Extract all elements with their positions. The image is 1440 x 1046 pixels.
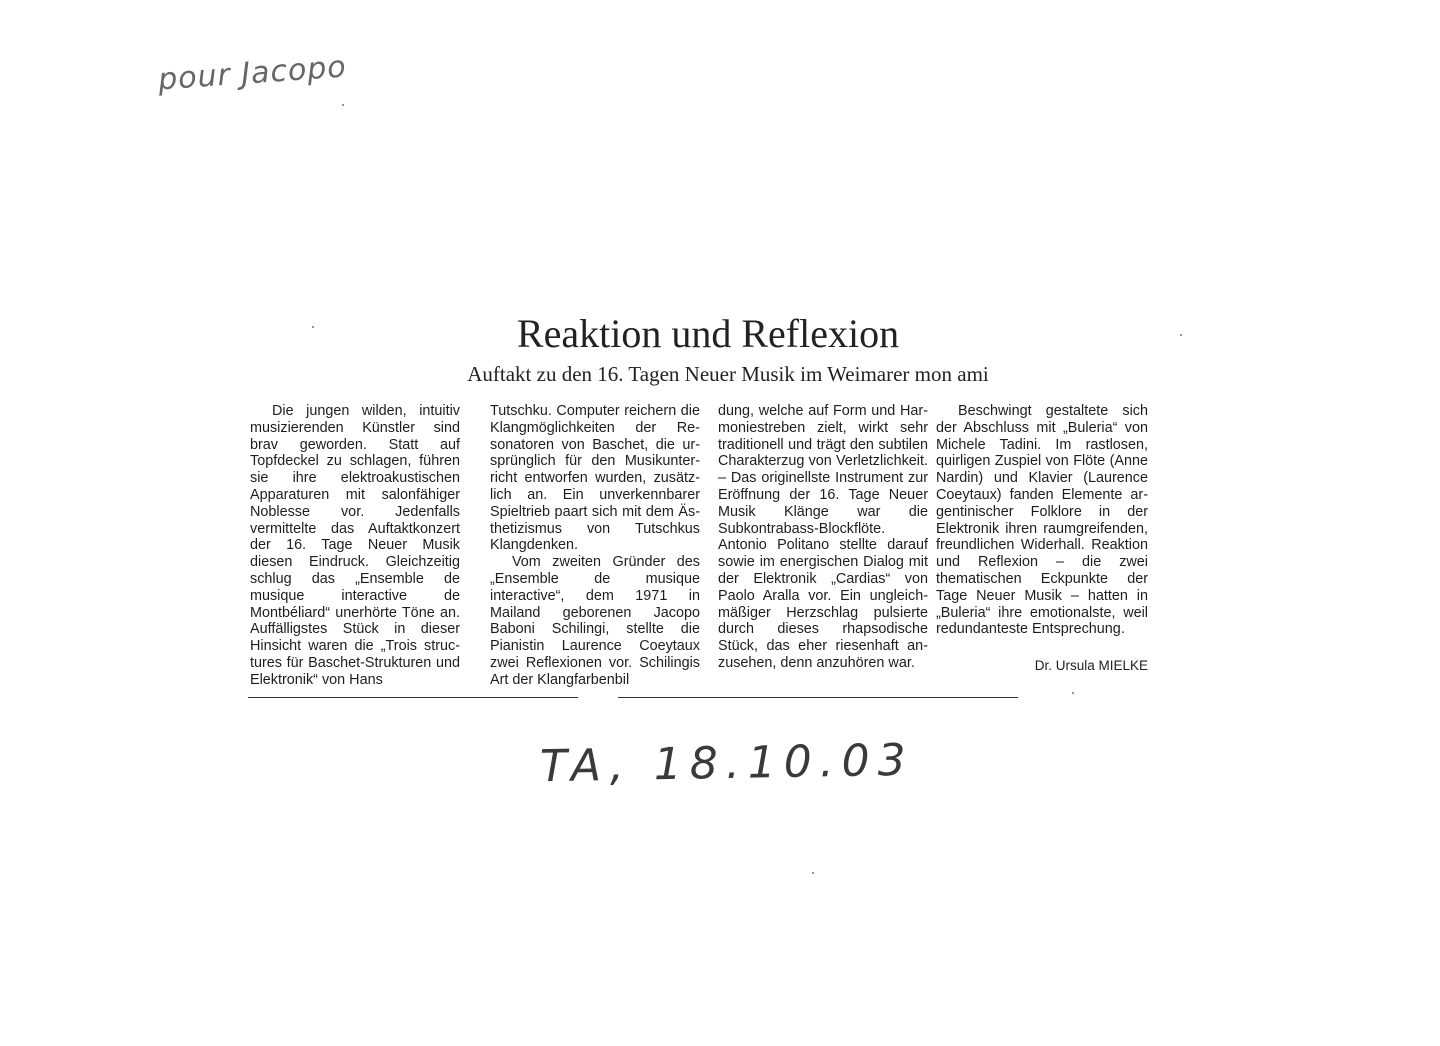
divider-rule [248,697,578,698]
paragraph: Die jungen wilden, intuitiv musizierenden Künstler sind brav geworden. Statt auf Topfdeckel zu schlagen, führen sie ihre elektroakustischen Apparaturen mit salonfähiger Noblesse vor. Jedenfalls vermittelte das Auftaktkonzert der 16. Tage Neuer Musik diesen Eindruck. Gleichzeitig schlug das „Ensemble de musique interactive de Montbéliard“ unerhörte Töne an. Auffälligstes Stück in dieser Hinsicht waren die „Trois structures für Baschet-Strukturen und Elektronik“ von Hans [250,403,460,688]
handwritten-source-date: TA, 18.10.03 [539,734,915,793]
paragraph: dung, welche auf Form und Harmoniestreben zielt, wirkt sehr traditionell und trägt den subtilen Charakterzug von Verletzlichkeit. – Das originellste Instrument zur Eröffnung der 16. Tage Neuer Musik Klänge war die Subkontrabass-Blockflöte. Antonio Politano stellte darauf sowie im energischen Dialog mit der Elektronik „Cardias“ von Paolo Aralla vor. Ein ungleichmäßiger Herzschlag pulsierte durch dieses rhapsodische Stück, das eher riesenhaft anzusehen, denn anzuhören war. [718,403,928,671]
article-column-1 [250,403,460,689]
article-column-4 [936,403,1148,675]
newspaper-clipping [248,300,1168,705]
article-author: Dr. Ursula MIELKE [1034,658,1148,674]
article-column-3 [718,403,928,672]
article-headline: Reaktion und Reflexion [516,311,900,356]
scan-speck [1180,334,1182,336]
paragraph: Vom zweiten Gründer des „Ensemble de musique interactive“, dem 1971 in Mailand geborenen Jacopo Baboni Schilingi, stellte die Pianistin Laurence Coeytaux zwei Reflexionen vor. Schilingis Art der Klangfarbenbil [490,554,700,688]
scan-speck [812,872,814,874]
handwritten-dedication: pour Jacopo [157,49,348,98]
scan-speck [312,326,314,328]
scan-speck [1072,692,1074,694]
article-subheadline: Auftakt zu den 16. Tagen Neuer Musik im Weimarer mon ami [467,362,989,386]
paragraph: Beschwingt gestaltete sich der Abschluss mit „Buleria“ von Michele Tadini. Im rastlosen, quirligen Zuspiel von Flöte (Anne Nardin) und Klavier (Laurence Coeytaux) fanden Elemente argentinischer Folklore in der Elektronik ihren raumgreifenden, freundlichen Widerhall. Reaktion und Reflexion – die zwei thematischen Eckpunkte der Tage Neuer Musik – hatten in „Buleria“ ihre emotionalste, weil redundanteste Entsprechung. [936,403,1148,638]
article-column-2 [490,403,700,689]
scan-speck [342,104,344,106]
divider-rule [618,697,1018,698]
paragraph: Tutschku. Computer reichern die Klangmöglichkeiten der Resonatoren von Baschet, die ursprünglich für den Musikunterricht entworfen wurden, zusätzlich an. Ein unverkennbarer Spieltrieb paart sich mit dem Ästhetizismus von Tutschkus Klangdenken. [490,403,700,554]
